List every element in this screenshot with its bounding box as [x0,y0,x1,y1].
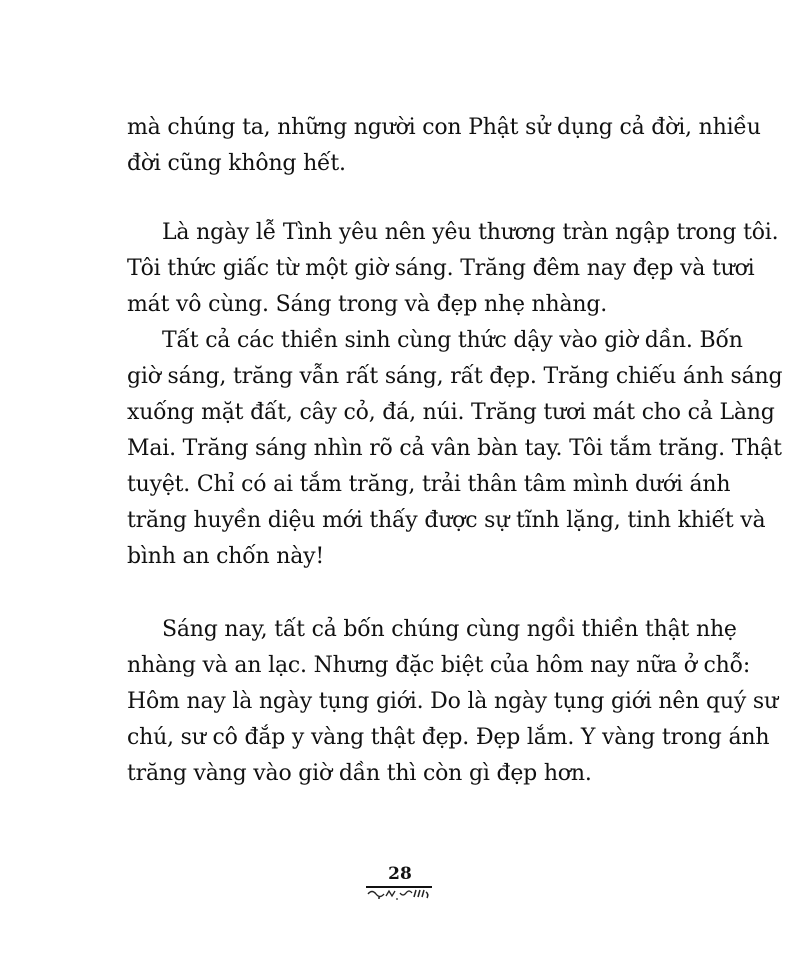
paragraph-1 [127,110,761,182]
paragraph-4 [127,612,778,792]
decorative-divider-icon [364,884,434,904]
text-line: nhàng và an lạc. Nhưng đặc biệt của hôm nay nữa ở chỗ: [127,653,751,678]
text-line: Là ngày lễ Tình yêu nên yêu thương tràn ngập trong tôi. [162,220,779,245]
text-line: mà chúng ta, những người con Phật sử dụng cả đời, nhiều [127,115,761,140]
text-line: đời cũng không hết. [127,151,346,176]
paragraph-2 [127,215,779,323]
text-line: bình an chốn này! [127,544,324,569]
text-line: trăng huyền diệu mới thấy được sự tĩnh lặng, tinh khiết và [127,508,766,533]
text-line: xuống mặt đất, cây cỏ, đá, núi. Trăng tươi mát cho cả Làng [127,400,775,425]
text-line: Tôi thức giấc từ một giờ sáng. Trăng đêm nay đẹp và tươi [127,256,755,281]
text-line: tuyệt. Chỉ có ai tắm trăng, trải thân tâm mình dưới ánh [127,472,731,497]
paragraph-3 [127,323,783,575]
text-line: Tất cả các thiền sinh cùng thức dậy vào giờ dần. Bốn [162,328,743,353]
text-line: Mai. Trăng sáng nhìn rõ cả vân bàn tay. Tôi tắm trăng. Thật [127,436,782,461]
text-line: trăng vàng vào giờ dần thì còn gì đẹp hơn. [127,761,592,786]
text-line: chú, sư cô đắp y vàng thật đẹp. Đẹp lắm. Y vàng trong ánh [127,725,770,750]
text-line: giờ sáng, trăng vẫn rất sáng, rất đẹp. Trăng chiếu ánh sáng [127,364,783,389]
text-line: mát vô cùng. Sáng trong và đẹp nhẹ nhàng. [127,292,608,317]
text-line: Hôm nay là ngày tụng giới. Do là ngày tụng giới nên quý sư [127,689,778,714]
text-line: Sáng nay, tất cả bốn chúng cùng ngồi thiền thật nhẹ [162,617,737,642]
page-number: 28 [388,864,412,884]
